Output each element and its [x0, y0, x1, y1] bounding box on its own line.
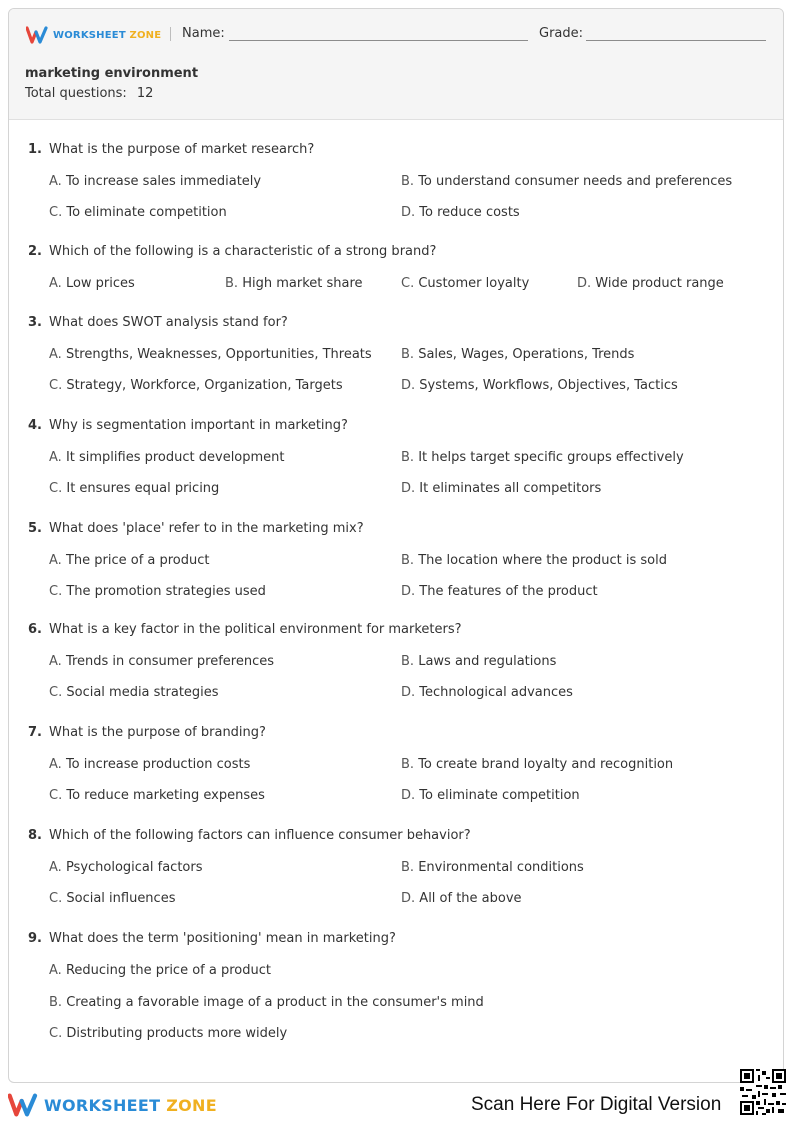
option-text: It eliminates all competitors: [419, 481, 602, 496]
option-key: C.: [49, 584, 63, 599]
answer-option[interactable]: [49, 553, 210, 568]
answer-option[interactable]: [49, 995, 484, 1010]
answer-option[interactable]: [49, 205, 227, 220]
name-label: Name:: [182, 26, 225, 41]
answer-option[interactable]: [401, 174, 732, 189]
option-key: B.: [49, 994, 63, 1010]
question-text: What is a key factor in the political environment for marketers?: [49, 622, 462, 637]
footer-brand-logo: [8, 1093, 217, 1117]
answer-option[interactable]: [401, 205, 520, 220]
option-key: A.: [49, 757, 62, 772]
answer-option[interactable]: [401, 654, 556, 669]
question-number: 7.: [28, 725, 42, 740]
question-text: What does 'place' refer to in the marketing mix?: [49, 521, 364, 536]
option-key: A.: [49, 347, 62, 362]
question-number: 2.: [28, 244, 42, 259]
answer-option[interactable]: [49, 685, 219, 700]
question-text: Which of the following is a characteristic of a strong brand?: [49, 244, 437, 259]
worksheet-zone-logo-icon: [26, 26, 48, 44]
option-text: To increase sales immediately: [65, 174, 262, 189]
option-key: B.: [401, 654, 415, 669]
option-text: The promotion strategies used: [66, 584, 266, 599]
option-text: Wide product range: [595, 276, 724, 291]
option-key: C.: [49, 481, 63, 496]
option-text: Systems, Workflows, Objectives, Tactics: [419, 378, 678, 393]
option-text: Environmental conditions: [418, 860, 584, 875]
brand-logo: [26, 26, 161, 44]
option-text: To increase production costs: [65, 757, 251, 772]
option-key: B.: [401, 860, 415, 875]
worksheet-header: [9, 9, 783, 120]
question-number: 3.: [28, 315, 42, 330]
grade-field[interactable]: [586, 40, 766, 41]
question-number: 5.: [28, 521, 42, 536]
option-key: C.: [49, 378, 63, 393]
option-key: C.: [49, 685, 63, 700]
answer-option[interactable]: [401, 450, 684, 465]
answer-option[interactable]: [401, 347, 634, 362]
option-text: Low prices: [65, 276, 135, 291]
option-key: D.: [401, 584, 416, 599]
option-key: B.: [401, 450, 415, 465]
option-key: C.: [49, 1026, 63, 1041]
question-number: 1.: [28, 142, 42, 157]
option-key: B.: [401, 757, 415, 772]
option-key: A.: [49, 860, 62, 875]
option-key: A.: [49, 654, 62, 669]
answer-option[interactable]: [401, 481, 601, 496]
option-key: A.: [49, 174, 62, 189]
answer-option[interactable]: [49, 1026, 287, 1041]
option-text: It ensures equal pricing: [66, 481, 220, 496]
answer-option[interactable]: [49, 963, 271, 978]
option-text: The location where the product is sold: [418, 553, 667, 568]
option-key: C.: [401, 276, 415, 291]
answer-option[interactable]: [49, 347, 372, 362]
question-text: Why is segmentation important in marketing?: [49, 418, 348, 433]
option-text: Technological advances: [419, 685, 573, 700]
option-key: C.: [49, 891, 63, 906]
question-text: What does the term 'positioning' mean in marketing?: [49, 931, 396, 946]
option-key: B.: [401, 553, 415, 568]
answer-option[interactable]: [577, 276, 724, 291]
option-text: The features of the product: [419, 584, 598, 599]
question-text: What is the purpose of market research?: [49, 142, 315, 157]
option-key: D.: [577, 276, 592, 291]
answer-option[interactable]: [49, 450, 285, 465]
answer-option[interactable]: [401, 757, 673, 772]
answer-option[interactable]: [401, 788, 580, 803]
option-key: D.: [401, 205, 416, 220]
brand-name-accent: ZONE: [129, 29, 162, 41]
answer-option[interactable]: [401, 584, 598, 599]
option-text: Sales, Wages, Operations, Trends: [418, 347, 635, 362]
total-questions: [25, 86, 153, 101]
worksheet-title: marketing environment: [25, 66, 199, 81]
option-key: A.: [49, 553, 62, 568]
question-number: 9.: [28, 931, 42, 946]
qr-code-icon[interactable]: [740, 1069, 786, 1115]
answer-option[interactable]: [49, 757, 250, 772]
option-text: To create brand loyalty and recognition: [418, 757, 674, 772]
option-text: Reducing the price of a product: [65, 963, 271, 978]
total-questions-label: Total questions:: [25, 86, 127, 101]
worksheet-page: [8, 8, 784, 1083]
answer-option[interactable]: [49, 378, 343, 393]
option-text: Strengths, Weaknesses, Opportunities, Threats: [65, 347, 372, 362]
header-divider: [170, 27, 171, 41]
option-key: D.: [401, 378, 416, 393]
brand-name-main: WORKSHEET: [53, 29, 126, 41]
answer-option[interactable]: [49, 860, 203, 875]
answer-option[interactable]: [401, 860, 584, 875]
answer-option[interactable]: [49, 788, 265, 803]
option-text: Social media strategies: [66, 685, 219, 700]
option-text: It simplifies product development: [65, 450, 285, 465]
answer-option[interactable]: [49, 276, 135, 291]
question-text: Which of the following factors can influence consumer behavior?: [49, 828, 471, 843]
total-questions-value: 12: [136, 86, 154, 101]
answer-option[interactable]: [49, 481, 219, 496]
answer-option[interactable]: [401, 553, 667, 568]
brand-name: [53, 30, 161, 41]
question-text: What is the purpose of branding?: [49, 725, 266, 740]
option-key: C.: [49, 788, 63, 803]
option-text: To eliminate competition: [419, 788, 580, 803]
name-field[interactable]: [229, 40, 528, 41]
option-text: Social influences: [66, 891, 176, 906]
option-key: B.: [225, 276, 239, 291]
option-text: To eliminate competition: [66, 205, 227, 220]
option-key: C.: [49, 205, 63, 220]
option-text: To reduce marketing expenses: [66, 788, 265, 803]
answer-option[interactable]: [401, 891, 522, 906]
option-text: Creating a favorable image of a product in the consumer's mind: [66, 994, 484, 1010]
answer-option[interactable]: [49, 174, 261, 189]
question-number: 4.: [28, 418, 42, 433]
option-key: D.: [401, 685, 416, 700]
option-key: B.: [401, 347, 415, 362]
answer-option[interactable]: [401, 276, 529, 291]
answer-option[interactable]: [401, 378, 678, 393]
question-number: 6.: [28, 622, 42, 637]
answer-option[interactable]: [401, 685, 573, 700]
option-text: Trends in consumer preferences: [65, 654, 274, 669]
option-text: To understand consumer needs and preferences: [418, 174, 733, 189]
option-text: Laws and regulations: [418, 654, 557, 669]
option-text: To reduce costs: [419, 205, 520, 220]
option-text: Distributing products more widely: [66, 1026, 288, 1041]
scan-instruction: Scan Here For Digital Version: [471, 1094, 722, 1115]
option-text: Psychological factors: [65, 860, 203, 875]
option-key: D.: [401, 481, 416, 496]
option-text: The price of a product: [65, 553, 210, 568]
option-key: D.: [401, 788, 416, 803]
option-key: A.: [49, 276, 62, 291]
question-number: 8.: [28, 828, 42, 843]
answer-option[interactable]: [49, 891, 175, 906]
option-text: Customer loyalty: [418, 276, 530, 291]
option-key: A.: [49, 963, 62, 978]
option-key: A.: [49, 450, 62, 465]
option-text: It helps target specific groups effectively: [418, 450, 684, 465]
worksheet-zone-logo-icon: [8, 1093, 38, 1117]
grade-label: Grade:: [539, 26, 584, 41]
footer-brand-main: WORKSHEET: [44, 1095, 161, 1115]
footer-brand-name: [44, 1096, 217, 1115]
option-text: High market share: [242, 276, 363, 291]
footer-brand-accent: ZONE: [166, 1095, 217, 1115]
answer-option[interactable]: [225, 276, 363, 291]
answer-option[interactable]: [49, 654, 274, 669]
option-key: D.: [401, 891, 416, 906]
answer-option[interactable]: [49, 584, 266, 599]
option-key: B.: [401, 174, 415, 189]
option-text: All of the above: [419, 891, 522, 906]
option-text: Strategy, Workforce, Organization, Targets: [66, 378, 343, 393]
question-text: What does SWOT analysis stand for?: [49, 315, 288, 330]
